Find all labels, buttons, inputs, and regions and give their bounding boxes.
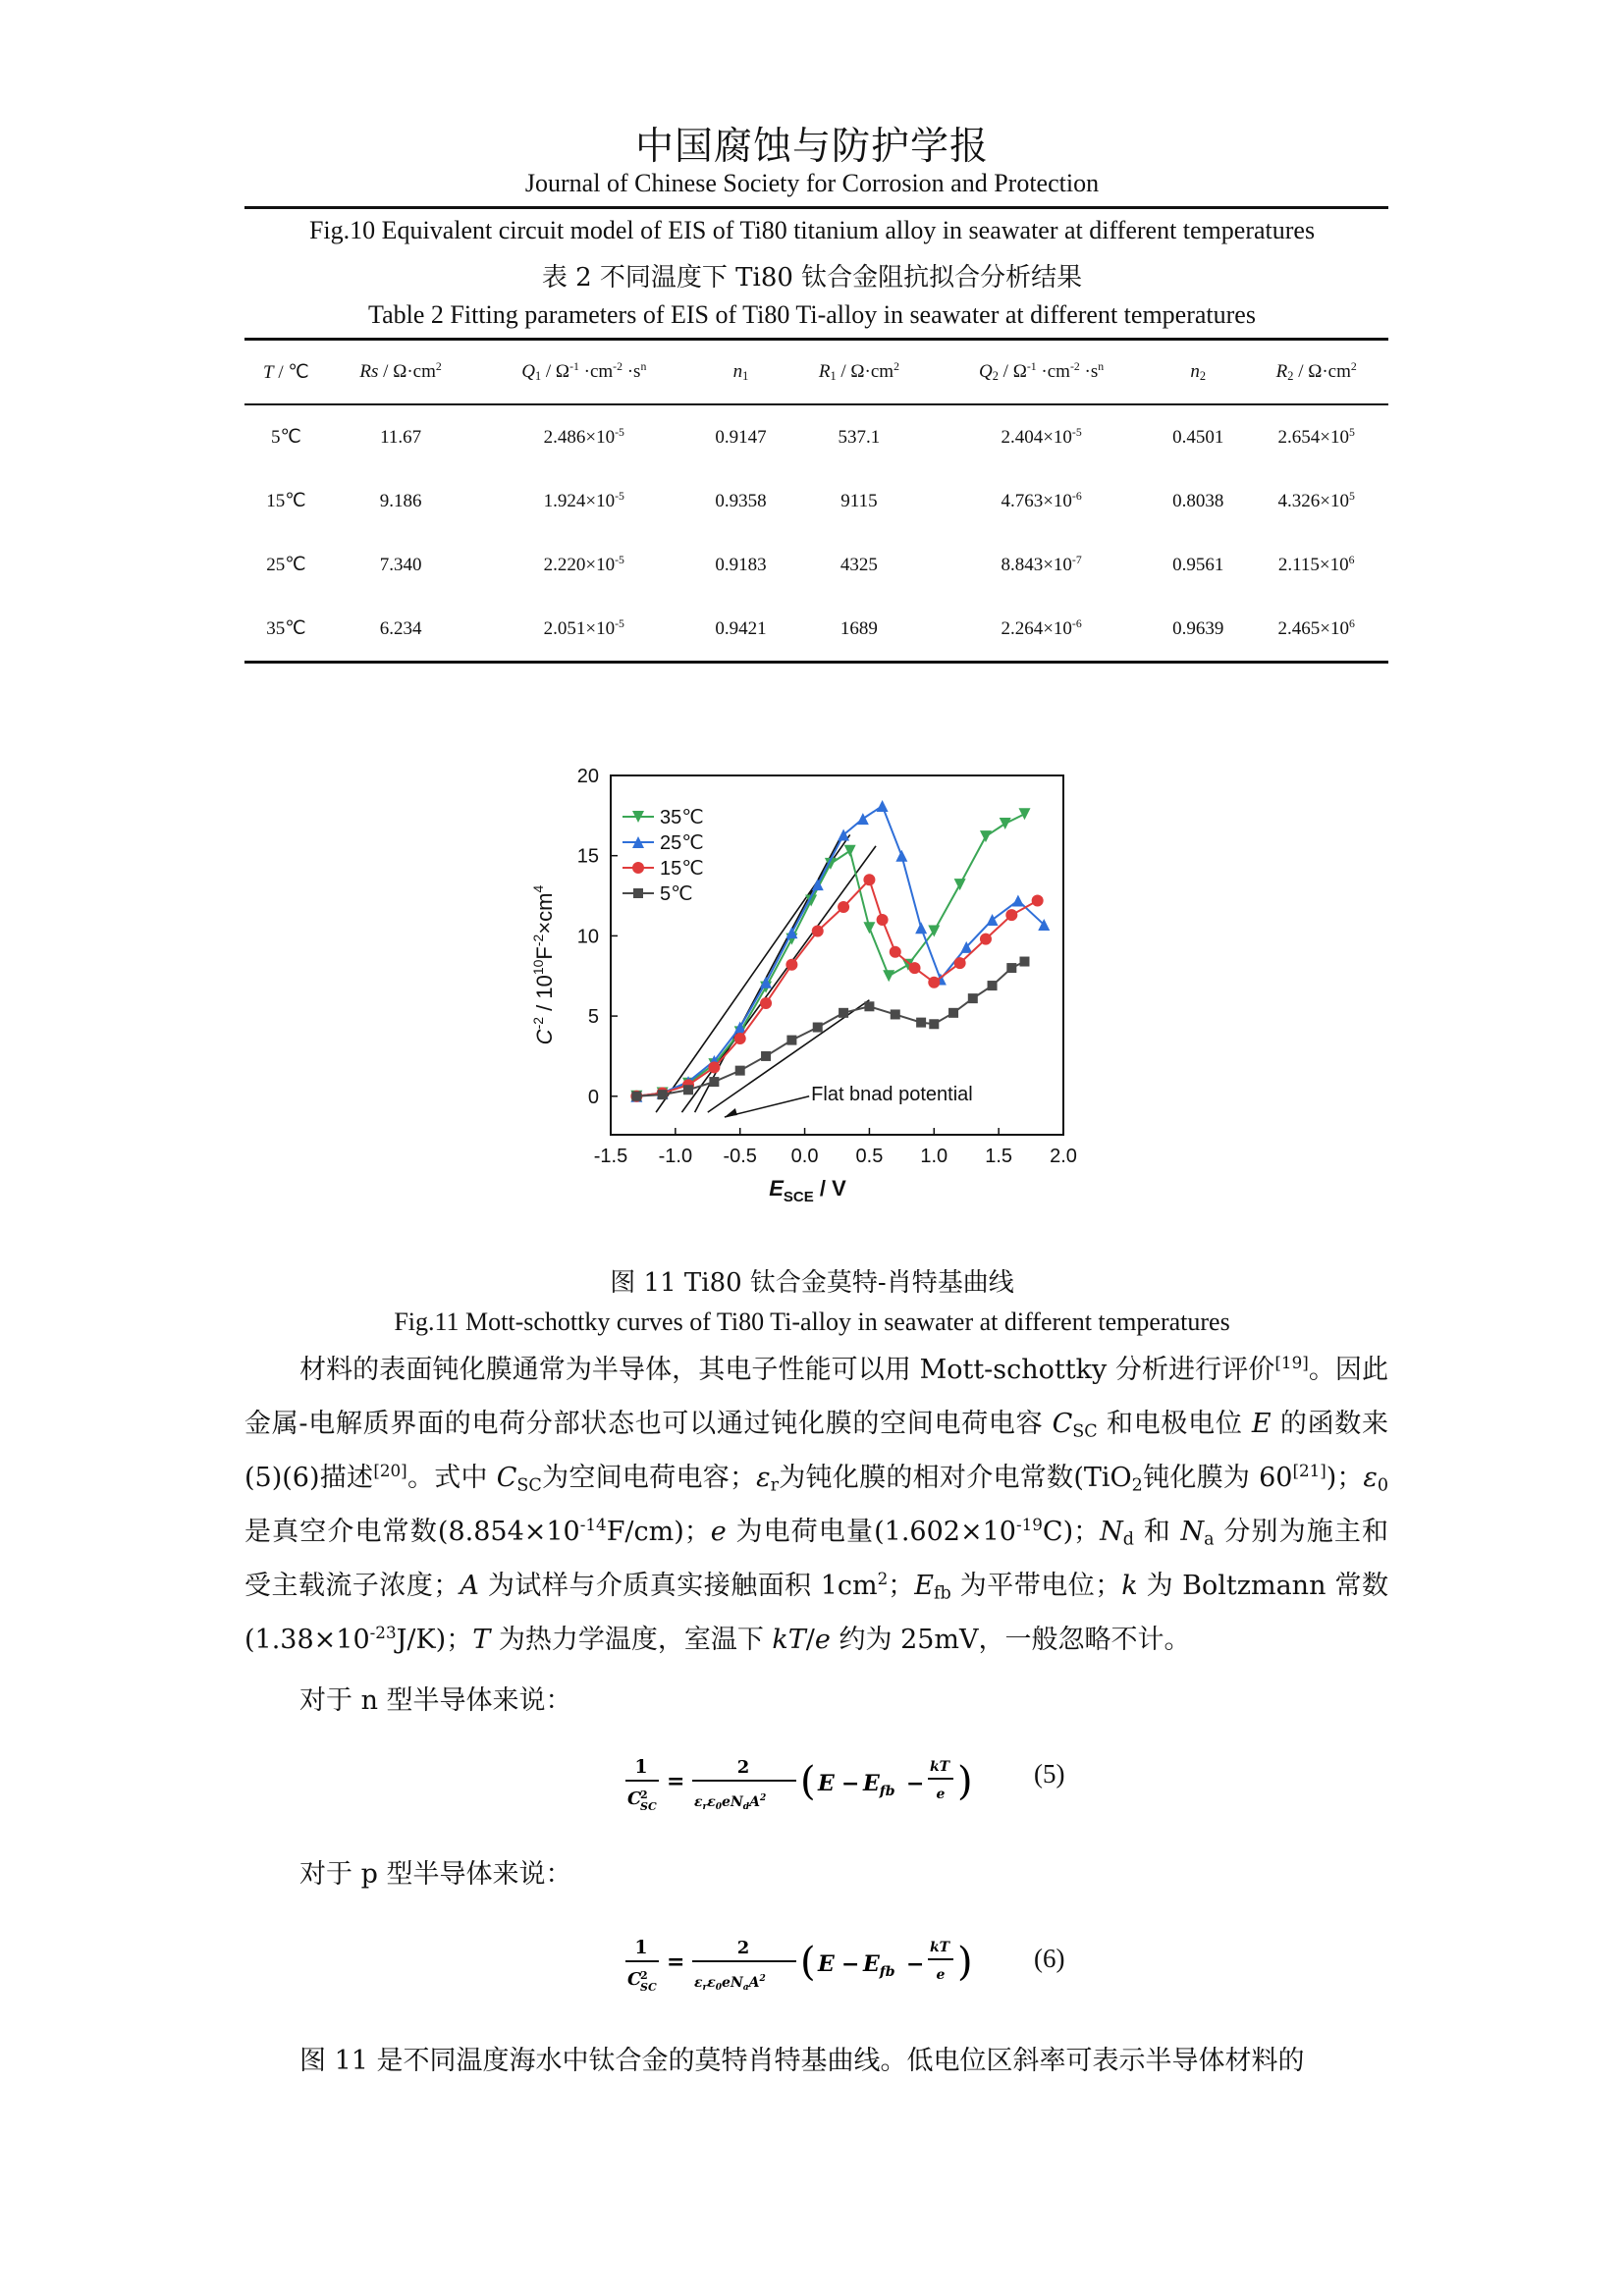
table-header-row — [244, 340, 1388, 405]
svg-text:−: − — [841, 1771, 860, 1796]
svg-text:): ) — [957, 1759, 973, 1804]
data-point — [844, 845, 856, 857]
table-row — [244, 533, 1388, 597]
paragraph-mott-schottky: 材料的表面钝化膜通常为半导体，其电子性能可以用 Mott-schottky 分析进行评价[19]。因此金属-电解质界面的电荷分部状态也可以通过钝化膜的空间电荷电容 $C_{SC}$ 和电极电位 E 的函数来(5)(6)描述[20]。式中 $C_{SC}$为空间电荷电容；$\varepsilon_r$为钝化膜的相对介电常数(TiO$_2$钝化膜为 60[21])；$\varepsilon_0$ 是真空介电常数$(8.854\times 10^{-14}F/cm)$；e 为电荷电量$(1.602\times 10^{-19}C)$；$N_d$ 和 $N_a$ 分别为施主和受主载流子浓度；A 为试样与介质真实接触面积 $1cm^2$；$E_{fb}$ 为平带电位；k 为 Boltzmann 常数$(1.38\times 10^{-23}J/K)$；T 为热力学温度，室温下 kT/e 约为 25mV，一般忽略不计。 — [244, 1352, 1389, 1655]
cell-q1: $2.051\times 10^{-5}$ — [543, 616, 624, 639]
legend-label: 15℃ — [660, 858, 704, 880]
data-point — [929, 1019, 939, 1029]
cell-r1: 9115 — [840, 490, 878, 511]
svg-text:C: C — [627, 1789, 642, 1809]
data-point — [948, 1008, 958, 1018]
x-tick-label: 0.0 — [790, 1146, 819, 1167]
data-point — [980, 830, 992, 842]
col-n1: $n_1$ — [694, 340, 786, 405]
header-rule — [244, 206, 1388, 209]
data-point — [863, 874, 875, 885]
cell-rs: 6.234 — [379, 617, 422, 639]
x-tick-label: 1.5 — [985, 1146, 1013, 1167]
svg-text:e: e — [936, 1967, 946, 1983]
y-tick-label: 20 — [576, 766, 599, 787]
paragraph-p-type: 对于 p 型半导体来说： — [299, 1859, 572, 1890]
equation-5-graphic — [623, 1749, 1006, 1818]
data-point — [954, 879, 966, 890]
col-rs: $Rs / \Omega\cdot cm^2$ — [328, 340, 474, 405]
col-temperature: T / ℃ — [244, 340, 328, 405]
fig11-caption-en: Fig.11 Mott-schottky curves of Ti80 Ti-alloy in seawater at different temperatures — [394, 1308, 1230, 1336]
svg-text:1: 1 — [634, 1756, 648, 1778]
cell-n2: 0.9561 — [1172, 554, 1224, 575]
table-body — [244, 404, 1388, 663]
data-point — [909, 962, 921, 974]
x-tick-label: -0.5 — [723, 1146, 757, 1167]
legend-label: 5℃ — [660, 883, 693, 905]
data-point — [857, 813, 869, 825]
data-point — [895, 850, 907, 862]
y-tick-label: 0 — [587, 1086, 599, 1108]
cell-n2: 0.8038 — [1172, 490, 1224, 511]
y-tick-label: 10 — [576, 926, 599, 948]
cell-q1: $1.924\times 10^{-5}$ — [543, 489, 624, 511]
col-r1: $R_1 / \Omega\cdot cm^2$ — [787, 340, 931, 405]
data-point — [1012, 894, 1024, 906]
annotation-arrow — [725, 1096, 809, 1117]
data-point — [954, 957, 966, 969]
svg-text:2: 2 — [640, 1789, 648, 1801]
svg-text:2: 2 — [736, 1757, 750, 1778]
cell-r1: 1689 — [839, 617, 878, 639]
annotation-arrowhead — [725, 1108, 737, 1117]
cell-r2: $2.115\times 10^6$ — [1277, 553, 1355, 575]
data-point — [839, 1008, 848, 1018]
svg-text:SC: SC — [640, 1800, 657, 1813]
y-tick-label: 15 — [576, 845, 599, 868]
data-point — [1032, 894, 1044, 906]
data-point — [968, 993, 978, 1003]
data-point — [683, 1085, 693, 1095]
x-tick-label: -1.5 — [593, 1146, 628, 1167]
col-n2: $n_2$ — [1152, 340, 1244, 405]
equation-6-label: (6) — [1034, 1944, 1065, 1973]
fitting-parameters-table — [244, 338, 1388, 664]
svg-text:2: 2 — [640, 1969, 648, 1982]
data-point — [734, 1033, 746, 1044]
equation-5-label: (5) — [1034, 1759, 1065, 1789]
data-point — [877, 800, 889, 812]
data-point — [1019, 957, 1029, 967]
cell-rs: 7.340 — [379, 554, 422, 575]
cell-rs: 9.186 — [379, 490, 422, 511]
svg-text:C: C — [627, 1969, 642, 1990]
series-line — [636, 880, 1037, 1096]
data-point — [1006, 963, 1016, 973]
data-point — [916, 1018, 926, 1028]
cell-n1: 0.9358 — [715, 490, 767, 511]
data-point — [891, 1009, 900, 1019]
x-axis-label: $E_{SCE}$ / V — [769, 1176, 846, 1205]
cell-q2: $2.404\times 10^{-5}$ — [1001, 425, 1082, 448]
svg-text:=: = — [667, 1769, 685, 1794]
data-point — [709, 1077, 719, 1087]
equation-6 — [623, 1930, 1006, 2005]
legend-marker — [633, 888, 643, 898]
svg-text:−: − — [841, 1951, 860, 1977]
paragraph-n-type: 对于 n 型半导体来说： — [299, 1685, 572, 1716]
cell-n2: 0.4501 — [1172, 426, 1224, 448]
legend-label: 35℃ — [660, 807, 704, 828]
fig11-caption-cn: 图 11 Ti80 钛合金莫特-肖特基曲线 — [610, 1268, 1014, 1298]
table2-caption-en: Table 2 Fitting parameters of EIS of Ti80 Ti-alloy in seawater at different temperatures — [368, 300, 1256, 329]
data-point — [708, 1061, 720, 1073]
col-q2: $Q_2 / \Omega^{-1} \cdot cm^{-2} \cdot s^n$ — [931, 340, 1152, 405]
svg-text:(: ( — [800, 1940, 816, 1985]
y-axis-label: $C^{-2} / 10^{10}F^{-2}\times cm^4$ — [530, 884, 557, 1045]
data-point — [890, 946, 901, 958]
cell-t: 5℃ — [270, 427, 301, 448]
x-tick-label: 2.0 — [1050, 1146, 1077, 1167]
svg-text:−: − — [906, 1951, 925, 1977]
cell-q2: $8.843\times 10^{-7}$ — [1001, 553, 1082, 575]
svg-text:Efb: $E_{fb}$ — [863, 1771, 895, 1799]
svg-text:): ) — [957, 1940, 973, 1985]
data-point — [838, 901, 849, 913]
svg-text:εrε0eNaA2: $\varepsilon_r\varepsilon_0eN_aA^2$ — [694, 1974, 766, 1993]
svg-text:−: − — [906, 1771, 925, 1796]
x-tick-label: -1.0 — [658, 1146, 693, 1167]
cell-q2: $2.264\times 10^{-6}$ — [1001, 616, 1082, 639]
data-point — [631, 1092, 641, 1101]
data-point — [1000, 818, 1011, 829]
cell-t: 15℃ — [266, 491, 306, 511]
cell-n2: 0.9639 — [1172, 617, 1224, 639]
fig10-caption: Fig.10 Equivalent circuit model of EIS of Ti80 titanium alloy in seawater at different temperatures — [308, 216, 1316, 244]
col-q1: $Q_1 / \Omega^{-1} \cdot cm^{-2} \cdot s^n$ — [473, 340, 694, 405]
mott-schottky-chart — [530, 756, 1080, 1217]
cell-r1: 4325 — [839, 554, 878, 575]
col-r2: $R_2 / \Omega\cdot cm^2$ — [1244, 340, 1388, 405]
svg-text:E: E — [818, 1771, 835, 1796]
data-point — [864, 1001, 874, 1011]
legend-label: 25℃ — [660, 832, 704, 854]
data-point — [928, 977, 940, 988]
data-point — [883, 970, 894, 982]
data-point — [786, 1036, 796, 1045]
svg-text:2: 2 — [736, 1938, 750, 1958]
data-point — [813, 1023, 823, 1033]
data-point — [812, 925, 824, 936]
cell-t: 35℃ — [266, 618, 306, 639]
table-row — [244, 597, 1388, 663]
cell-q1: $2.220\times 10^{-5}$ — [543, 553, 624, 575]
journal-title-cn: 中国腐蚀与防护学报 — [634, 125, 989, 169]
cell-n1: 0.9183 — [715, 554, 767, 575]
paragraph-fig11-discussion: 图 11 是不同温度海水中钛合金的莫特肖特基曲线。低电位区斜率可表示半导体材料的 — [299, 2046, 1305, 2076]
data-point — [1018, 808, 1030, 820]
cell-t: 25℃ — [266, 555, 306, 575]
cell-q1: $2.486\times 10^{-5}$ — [543, 425, 624, 448]
data-point — [863, 922, 875, 934]
svg-text:kT: kT — [929, 1940, 950, 1955]
cell-r2: $2.465\times 10^6$ — [1277, 616, 1355, 639]
legend-marker — [632, 862, 644, 874]
data-point — [785, 959, 797, 971]
equation-5 — [623, 1749, 1006, 1825]
equation-6-graphic — [623, 1930, 1006, 1999]
cell-r2: $2.654\times 10^5$ — [1277, 425, 1355, 448]
svg-text:=: = — [667, 1949, 685, 1975]
svg-text:kT: kT — [929, 1759, 950, 1775]
table-row — [244, 469, 1388, 533]
data-point — [1005, 909, 1017, 921]
svg-text:(: ( — [800, 1759, 816, 1804]
svg-text:Efb: $E_{fb}$ — [863, 1951, 895, 1980]
flat-band-annotation: Flat bnad potential — [811, 1083, 973, 1105]
data-point — [658, 1090, 668, 1099]
svg-text:e: e — [936, 1787, 946, 1802]
data-point — [915, 922, 927, 934]
data-point — [735, 1066, 745, 1076]
cell-rs: 11.67 — [380, 426, 422, 448]
x-tick-label: 0.5 — [855, 1146, 884, 1167]
data-point — [980, 934, 992, 945]
y-tick-label: 5 — [587, 1006, 599, 1029]
journal-title-en: Journal of Chinese Society for Corrosion and Protection — [524, 169, 1100, 197]
data-point — [761, 1051, 771, 1061]
fit-line — [681, 846, 876, 1112]
table2-caption-cn: 表 2 不同温度下 Ti80 钛合金阻抗拟合分析结果 — [541, 263, 1083, 293]
data-point — [988, 981, 998, 990]
cell-n1: 0.9421 — [715, 617, 767, 639]
cell-r1: 537.1 — [838, 426, 881, 448]
data-point — [877, 914, 889, 926]
svg-text:E: E — [818, 1951, 835, 1977]
x-tick-label: 1.0 — [920, 1146, 948, 1167]
svg-text:εrε0eNdA2: $\varepsilon_r\varepsilon_0eN_dA^2$ — [694, 1793, 767, 1812]
svg-text:SC: SC — [640, 1981, 657, 1994]
cell-r2: $4.326\times 10^5$ — [1277, 489, 1355, 511]
table-row — [244, 404, 1388, 469]
cell-n1: 0.9147 — [715, 426, 767, 448]
data-point — [760, 997, 772, 1009]
svg-text:1: 1 — [634, 1937, 648, 1958]
cell-q2: $4.763\times 10^{-6}$ — [1001, 489, 1082, 511]
